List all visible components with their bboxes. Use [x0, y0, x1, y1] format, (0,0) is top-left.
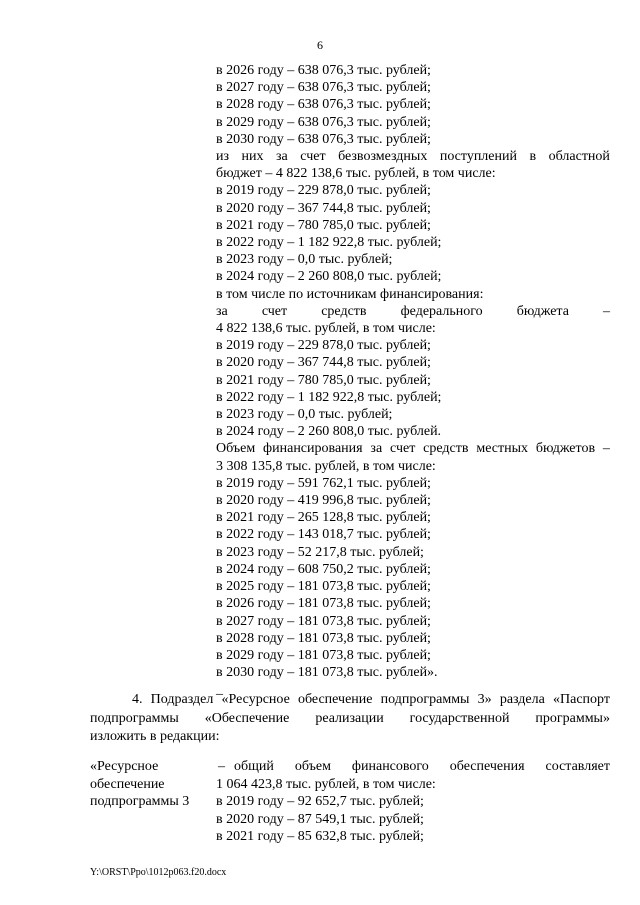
- p4-line2-word: реализации: [315, 710, 384, 726]
- resource-line: в 2021 году – 85 632,8 тыс. рублей;: [216, 829, 424, 844]
- p4-line1-word: «Паспорт: [553, 692, 610, 707]
- text-line: 3 308 135,8 тыс. рублей, в том числе:: [216, 458, 436, 474]
- text-line: в 2021 году – 265 128,8 тыс. рублей;: [216, 510, 431, 526]
- text-line: в 2030 году – 181 073,8 тыс. рублей».: [216, 665, 438, 681]
- justified-word: в: [529, 149, 537, 165]
- label-line: подпрограммы 3: [90, 794, 190, 809]
- text-line: в 2022 году – 1 182 922,8 тыс. рублей;: [216, 235, 442, 251]
- justified-word: за: [370, 441, 383, 457]
- resource-dash: –: [218, 759, 225, 774]
- p4-line1-word: обеспечение: [297, 692, 373, 707]
- text-line: в 2027 году – 638 076,3 тыс. рублей;: [216, 80, 431, 96]
- resource-first-word: общий: [234, 759, 274, 774]
- p4-line1-word: «Ресурсное: [221, 692, 290, 707]
- resource-line: в 2020 году – 87 549,1 тыс. рублей;: [216, 811, 424, 827]
- justified-word: поступлений: [439, 149, 517, 165]
- resource-label: [90, 758, 210, 811]
- resource-first-word: объем: [294, 759, 331, 774]
- resource-content: [216, 758, 610, 846]
- text-line: в 2019 году – 229 878,0 тыс. рублей;: [216, 338, 431, 354]
- text-line: в 2024 году – 608 750,2 тыс. рублей;: [216, 561, 431, 577]
- justified-word: за: [216, 303, 228, 319]
- text-line: в 2019 году – 229 878,0 тыс. рублей;: [216, 183, 431, 199]
- p4-line2-word: «Обеспечение: [204, 710, 290, 726]
- text-line: в 2021 году – 780 785,0 тыс. рублей;: [216, 217, 431, 233]
- justified-word: бюджетов: [535, 441, 596, 457]
- justified-word: средств: [423, 441, 469, 457]
- p4-line2-word: программы»: [535, 710, 610, 726]
- text-line: в 2019 году – 591 762,1 тыс. рублей;: [216, 475, 431, 491]
- p4-line2-word: государственной: [409, 710, 510, 726]
- justified-word: них: [241, 149, 264, 165]
- text-line: в 2027 году – 181 073,8 тыс. рублей;: [216, 613, 431, 629]
- label-line: обеспечение: [90, 776, 165, 792]
- justified-line: [216, 440, 610, 457]
- justified-word: из: [216, 149, 230, 165]
- justified-word: счет: [390, 441, 416, 457]
- paragraph-4-line-2: [90, 710, 610, 729]
- resource-first-word: обеспечения: [449, 759, 525, 774]
- page-number: 6: [317, 38, 323, 52]
- text-line: в 2026 году – 181 073,8 тыс. рублей;: [216, 596, 431, 612]
- text-line: в 2021 году – 780 785,0 тыс. рублей;: [216, 372, 431, 388]
- justified-word: федерального: [400, 303, 483, 319]
- paragraph-4: [90, 691, 610, 747]
- justified-word: безвозмездных: [338, 149, 428, 165]
- justified-word: областной: [548, 149, 610, 165]
- p4-line1-word: 3»: [477, 692, 492, 707]
- label-line: «Ресурсное: [90, 759, 159, 774]
- text-line: в 2029 году – 181 073,8 тыс. рублей;: [216, 647, 431, 663]
- funding-text-block: [216, 62, 610, 699]
- justified-word: счет: [300, 149, 326, 165]
- text-line: _: [216, 682, 223, 698]
- justified-word: –: [602, 441, 610, 457]
- justified-word: местных: [476, 441, 528, 457]
- text-line: в 2023 году – 52 217,8 тыс. рублей;: [216, 544, 424, 560]
- text-line: в 2026 году – 638 076,3 тыс. рублей;: [216, 63, 431, 78]
- text-line: в 2030 году – 638 076,3 тыс. рублей;: [216, 131, 431, 147]
- justified-word: средств: [321, 303, 367, 319]
- resource-first-line: [216, 758, 610, 776]
- resource-first-word: составляет: [545, 759, 610, 774]
- resource-line: в 2019 году – 92 652,7 тыс. рублей;: [216, 794, 424, 809]
- justified-line: [216, 148, 610, 165]
- text-line: в 2020 году – 419 996,8 тыс. рублей;: [216, 493, 431, 509]
- text-line: в 2022 году – 1 182 922,8 тыс. рублей;: [216, 389, 442, 405]
- text-line: в 2024 году – 2 260 808,0 тыс. рублей.: [216, 424, 442, 440]
- justified-line: [216, 303, 610, 320]
- p4-line2-word: подпрограммы: [90, 710, 179, 726]
- text-line: в 2025 году – 181 073,8 тыс. рублей;: [216, 579, 431, 595]
- p4-line1-word: подпрограммы: [380, 692, 470, 707]
- text-line: 4 822 138,6 тыс. рублей, в том числе:: [216, 321, 436, 337]
- justified-word: бюджета: [516, 303, 569, 319]
- text-line: в 2024 году – 2 260 808,0 тыс. рублей;: [216, 269, 442, 285]
- justified-word: финансирования: [263, 441, 363, 457]
- text-line: в 2029 году – 638 076,3 тыс. рублей;: [216, 114, 431, 130]
- text-line: в 2023 году – 0,0 тыс. рублей;: [216, 252, 393, 268]
- text-line: бюджет – 4 822 138,6 тыс. рублей, в том числе:: [216, 166, 496, 182]
- justified-word: –: [603, 303, 610, 319]
- text-line: в 2028 году – 638 076,3 тыс. рублей;: [216, 97, 431, 113]
- text-line: в том числе по источникам финансирования:: [216, 286, 484, 302]
- justified-word: Объем: [216, 441, 256, 457]
- text-line: в 2023 году – 0,0 тыс. рублей;: [216, 407, 393, 423]
- text-line: в 2028 году – 181 073,8 тыс. рублей;: [216, 630, 431, 646]
- text-line: в 2020 году – 367 744,8 тыс. рублей;: [216, 355, 431, 371]
- text-line: в 2020 году – 367 744,8 тыс. рублей;: [216, 200, 431, 216]
- justified-word: счет: [261, 303, 288, 319]
- footer-file-path: Y:\ORST\Ppo\1012p063.f20.docx: [90, 867, 227, 878]
- p4-line1-word: раздела: [499, 692, 545, 707]
- resource-first-word: финансового: [351, 759, 429, 774]
- p4-line1-word: Подраздел: [150, 692, 214, 707]
- resource-line: 1 064 423,8 тыс. рублей, в том числе:: [216, 776, 436, 792]
- paragraph-4-line-1: [90, 691, 610, 710]
- p4-line1-word: 4.: [132, 692, 143, 707]
- justified-word: за: [276, 149, 288, 165]
- paragraph-4-line-3: изложить в редакции:: [90, 729, 220, 744]
- text-line: в 2022 году – 143 018,7 тыс. рублей;: [216, 527, 431, 543]
